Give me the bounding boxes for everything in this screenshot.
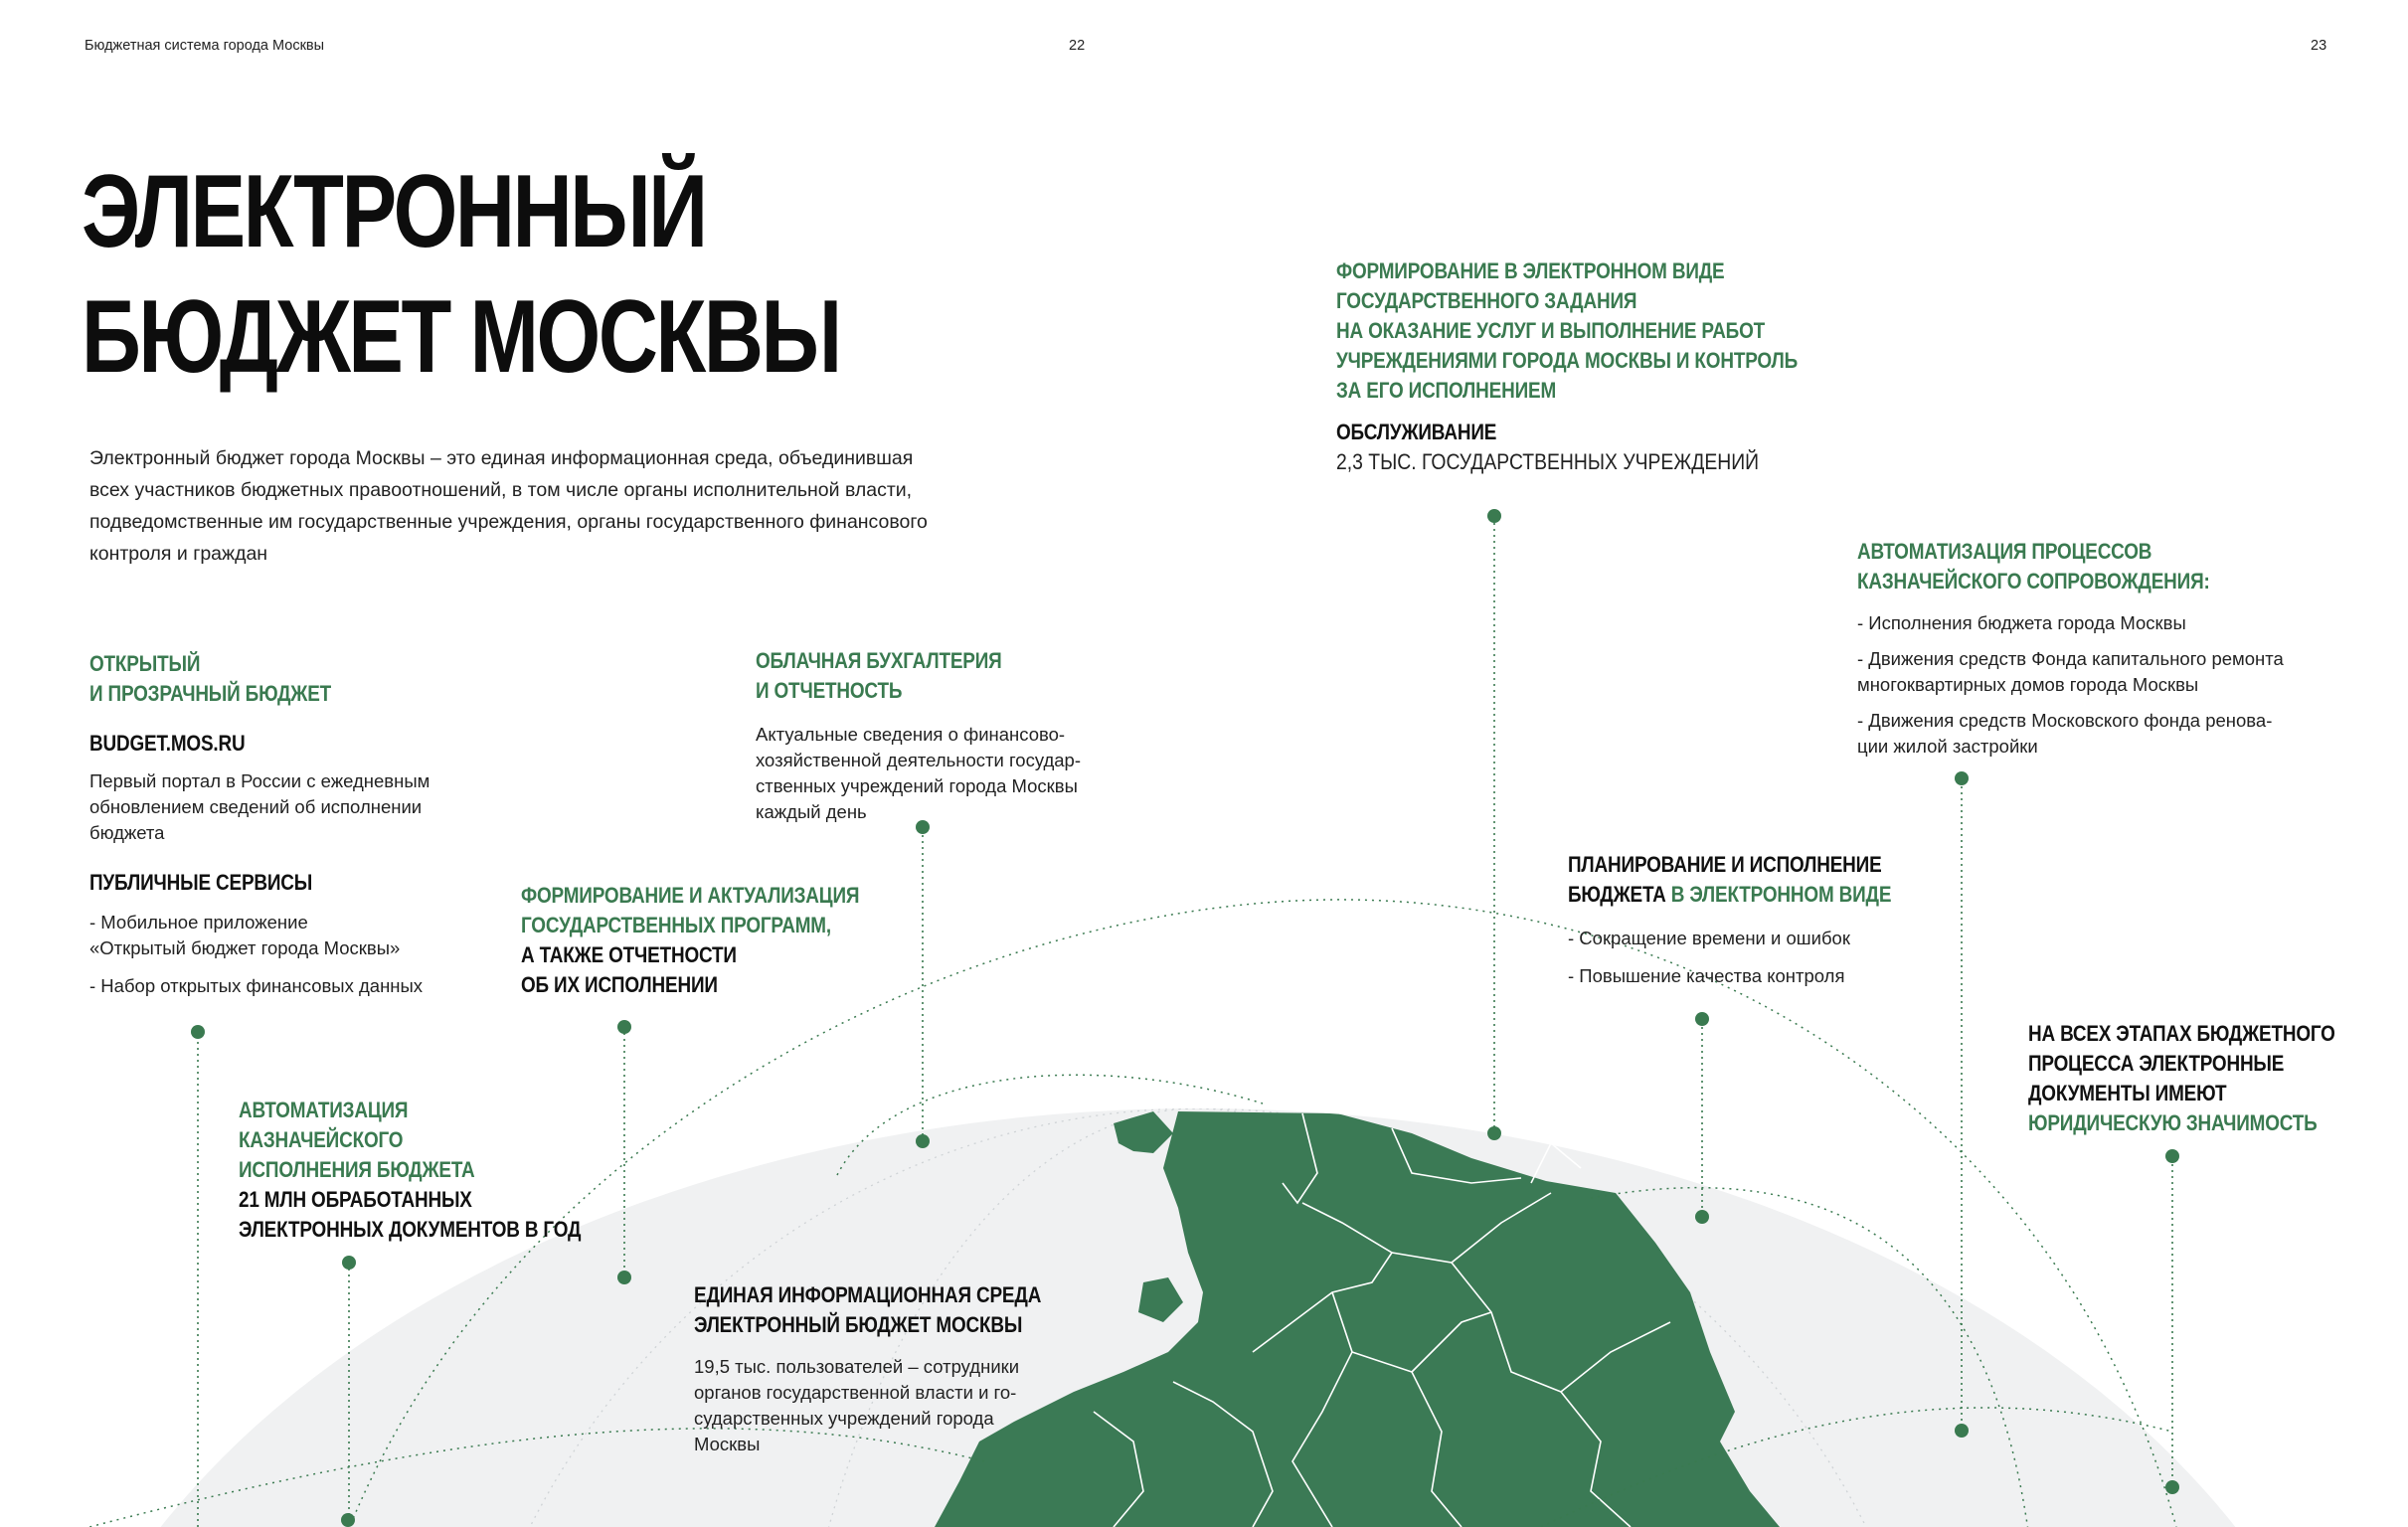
list-item: - Движения средств Московского фонда ренова- ции жилой застройки xyxy=(1857,710,2273,757)
list-item: - Исполнения бюджета города Москвы xyxy=(1857,612,2186,633)
budget-portal-text: Первый портал в России с ежедневным обновлением сведений об исполнении бюджета xyxy=(89,770,430,843)
budget-portal-title: BUDGET.MOS.RU xyxy=(89,731,246,756)
treasury-support-block xyxy=(1857,537,2284,771)
service-title: ОБСЛУЖИВАНИЕ xyxy=(1336,420,1497,444)
list-item: - Набор открытых финансовых данных xyxy=(89,975,424,996)
public-services-list xyxy=(89,910,430,999)
planning-heading: ПЛАНИРОВАНИЕ И ИСПОЛНЕНИЕ БЮДЖЕТА В ЭЛЕКТРОННОМ ВИДЕ xyxy=(1568,852,1892,907)
title-line-2: БЮДЖЕТ МОСКВЫ xyxy=(82,279,840,395)
treasury-support-heading: АВТОМАТИЗАЦИЯ ПРОЦЕССОВ КАЗНАЧЕЙСКОГО СОПРОВОЖДЕНИЯ: xyxy=(1857,539,2210,594)
page-number-left: 22 xyxy=(1069,38,1086,54)
state-assignment-block xyxy=(1336,256,1873,477)
list-item: - Движения средств Фонда капитального ремонта многоквартирных домов города Москвы xyxy=(1857,648,2284,695)
open-budget-block xyxy=(89,649,430,1011)
public-services-title: ПУБЛИЧНЫЕ СЕРВИСЫ xyxy=(89,870,313,895)
list-item: - Повышение качества контроля xyxy=(1568,965,1845,986)
treasury-automation-block xyxy=(239,1096,636,1245)
intro-paragraph: Электронный бюджет города Москвы – это единая информационная среда, объединившая всех участников бюджетных правоотношений, в том числе органы исполнительной власти, подведомственные им государственные учреждения, органы государственного финансового контроля и граждан xyxy=(89,447,928,565)
cloud-accounting-text: Актуальные сведения о финансово- хозяйственной деятельности государ- ственных учреждений города Москвы каждый день xyxy=(756,724,1082,822)
state-programs-heading: ФОРМИРОВАНИЕ И АКТУАЛИЗАЦИЯ ГОСУДАРСТВЕННЫХ ПРОГРАММ, xyxy=(521,883,860,937)
state-programs-block xyxy=(521,881,915,1000)
legal-significance-block xyxy=(2028,1019,2385,1138)
legal-heading-accent: ЮРИДИЧЕСКУЮ ЗНАЧИМОСТЬ xyxy=(2028,1110,2318,1135)
cloud-accounting-heading: ОБЛАЧНАЯ БУХГАЛТЕРИЯ И ОТЧЕТНОСТЬ xyxy=(756,648,1002,703)
treasury-automation-heading: АВТОМАТИЗАЦИЯ КАЗНАЧЕЙСКОГО ИСПОЛНЕНИЯ БЮДЖЕТА xyxy=(239,1098,475,1182)
treasury-support-list xyxy=(1857,610,2284,760)
planning-list xyxy=(1568,926,1944,989)
page-title xyxy=(82,149,840,400)
service-text: 2,3 ТЫС. ГОСУДАРСТВЕННЫХ УЧРЕЖДЕНИЙ xyxy=(1336,449,1760,474)
state-programs-subheading: А ТАКЖЕ ОТЧЕТНОСТИ ОБ ИХ ИСПОЛНЕНИИ xyxy=(521,942,737,997)
page-number-right: 23 xyxy=(2311,38,2327,54)
legal-heading: НА ВСЕХ ЭТАПАХ БЮДЖЕТНОГО ПРОЦЕССА ЭЛЕКТРОННЫЕ ДОКУМЕНТЫ ИМЕЮТ xyxy=(2028,1021,2335,1105)
open-budget-heading: ОТКРЫТЫЙ И ПРОЗРАЧНЫЙ БЮДЖЕТ xyxy=(89,651,332,706)
treasury-automation-stat: 21 МЛН ОБРАБОТАННЫХ ЭЛЕКТРОННЫХ ДОКУМЕНТОВ В ГОД xyxy=(239,1187,582,1242)
list-item: - Сокращение времени и ошибок xyxy=(1568,928,1850,948)
title-line-1: ЭЛЕКТРОННЫЙ xyxy=(82,154,706,269)
cloud-accounting-block xyxy=(756,646,1081,825)
unified-environment-heading: ЕДИНАЯ ИНФОРМАЦИОННАЯ СРЕДА ЭЛЕКТРОННЫЙ БЮДЖЕТ МОСКВЫ xyxy=(694,1282,1042,1337)
running-header-title: Бюджетная система города Москвы xyxy=(85,38,325,54)
unified-environment-block xyxy=(694,1280,1098,1457)
state-assignment-heading: ФОРМИРОВАНИЕ В ЭЛЕКТРОННОМ ВИДЕ ГОСУДАРСТВЕННОГО ЗАДАНИЯ НА ОКАЗАНИЕ УСЛУГ И ВЫПОЛНЕНИЕ РАБОТ УЧРЕЖДЕНИЯМИ ГОРОДА МОСКВЫ И КОНТРОЛЬ ЗА ЕГО ИСПОЛНЕНИЕМ xyxy=(1336,258,1799,403)
planning-block xyxy=(1568,850,1944,1001)
unified-environment-text: 19,5 тыс. пользователей – сотрудники органов государственной власти и го- сударственных учреждений города Москвы xyxy=(694,1356,1020,1454)
list-item: - Мобильное приложение «Открытый бюджет города Москвы» xyxy=(89,912,401,958)
